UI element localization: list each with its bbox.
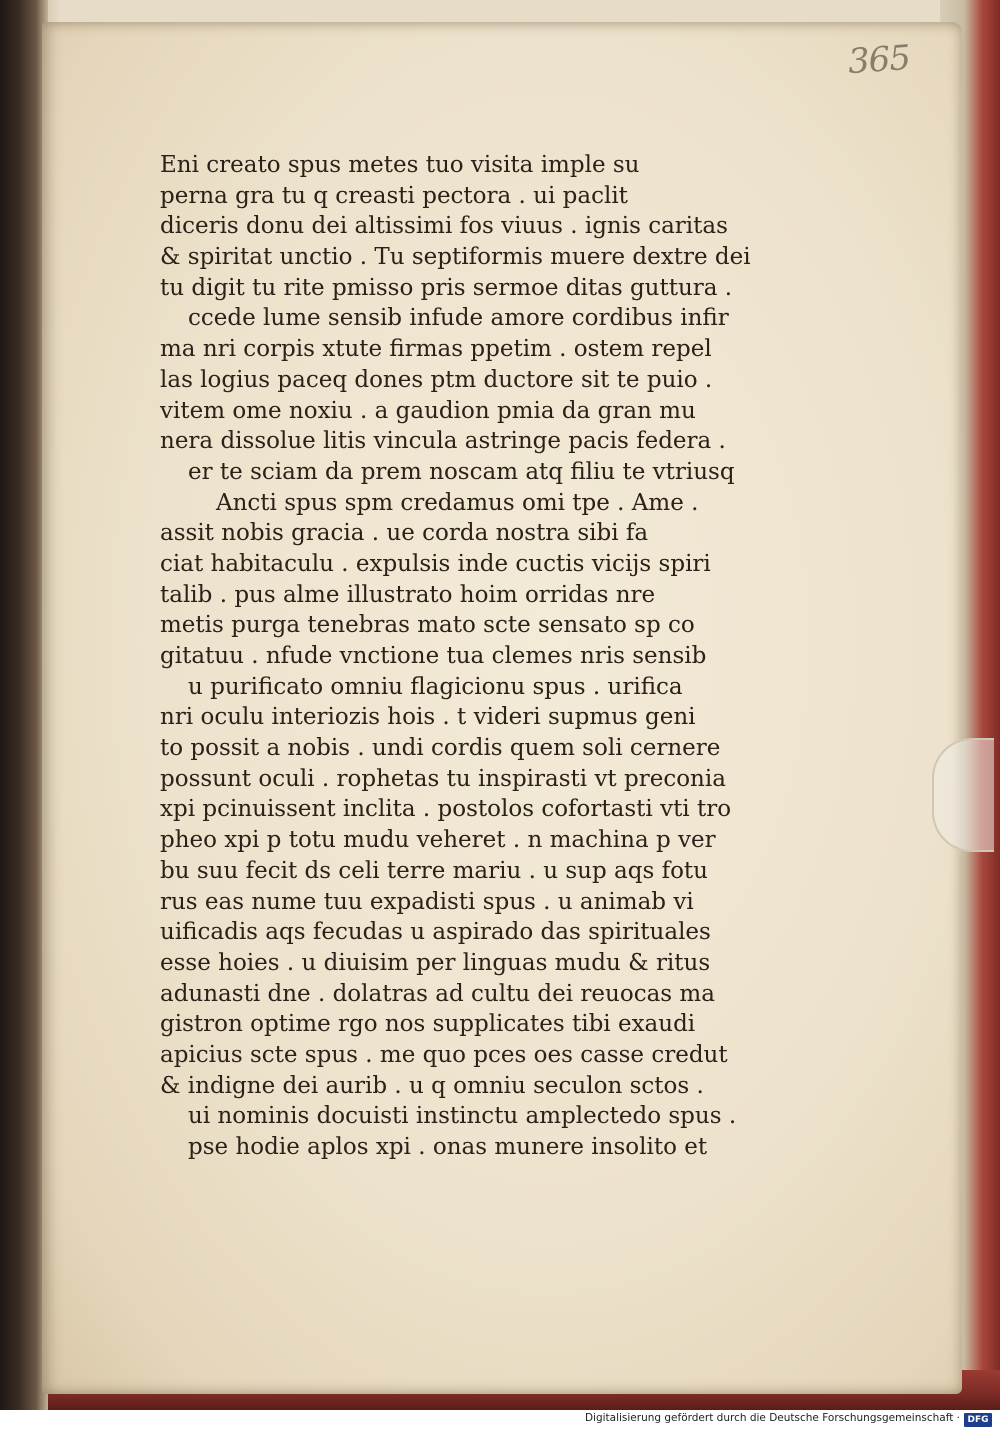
text-line: er te sciam da prem noscam atq filiu te vtriusq bbox=[188, 458, 735, 485]
text-line: ciat habitaculu . expulsis inde cuctis vicijs spiri bbox=[160, 550, 711, 577]
text-line: to possit a nobis . undi cordis quem soli cernere bbox=[160, 735, 721, 762]
text-line: ccede lume sensib infude amore cordibus infir bbox=[188, 305, 729, 332]
text-line: uificadis aqs fecudas u aspirado das spirituales bbox=[160, 919, 711, 946]
text-line: apicius scte spus . me quo pces oes casse credut bbox=[160, 1041, 728, 1068]
text-line: gistron optime rgo nos supplicates tibi exaudi bbox=[160, 1011, 696, 1038]
text-line: & spiritat unctio . Tu septiformis muere dextre dei bbox=[160, 244, 751, 271]
text-line: metis purga tenebras mato scte sensato sp co bbox=[160, 612, 695, 639]
text-line: & indigne dei aurib . u q omniu seculon sctos . bbox=[160, 1072, 704, 1099]
text-line: ma nri corpis xtute firmas ppetim . ostem repel bbox=[160, 336, 712, 363]
text-line: diceris donu dei altissimi fos viuus . ignis caritas bbox=[160, 213, 728, 240]
text-line: assit nobis gracia . ue corda nostra sibi fa bbox=[160, 520, 649, 547]
text-line: ui nominis docuisti instinctu amplectedo spus . bbox=[188, 1103, 737, 1130]
book-spine-edge bbox=[0, 0, 48, 1410]
footer-credit: Digitalisierung gefördert durch die Deutsche Forschungsgemeinschaft · bbox=[584, 1412, 960, 1424]
text-line: perna gra tu q creasti pectora . ui paclit bbox=[160, 182, 628, 209]
printed-text-block bbox=[160, 150, 780, 1163]
folio-number: 365 bbox=[846, 37, 912, 83]
text-line: possunt oculi . rophetas tu inspirasti vt preconia bbox=[160, 765, 726, 792]
text-line: talib . pus alme illustrato hoim orridas nre bbox=[160, 581, 656, 608]
page-clip bbox=[932, 738, 994, 852]
text-line: pheo xpi p totu mudu veheret . n machina p ver bbox=[160, 827, 716, 854]
text-line: vitem ome noxiu . a gaudion pmia da gran mu bbox=[160, 397, 696, 424]
footer-bar bbox=[0, 1410, 1000, 1432]
text-line: pse hodie aplos xpi . onas munere insolito et bbox=[188, 1134, 708, 1160]
text-line: esse hoies . u diuisim per linguas mudu & ritus bbox=[160, 949, 711, 976]
dfg-logo: DFG bbox=[964, 1413, 992, 1427]
text-line: las logius paceq dones ptm ductore sit te puio . bbox=[160, 366, 713, 393]
text-line: u purificato omniu flagicionu spus . urifica bbox=[188, 673, 683, 700]
text-line: nri oculu interiozis hois . t videri supmus geni bbox=[160, 704, 696, 731]
text-line: rus eas nume tuu expadisti spus . u animab vi bbox=[160, 888, 694, 915]
text-line: Eni creato spus metes tuo visita imple su bbox=[160, 152, 640, 178]
text-line: nera dissolue litis vincula astringe pacis federa . bbox=[160, 428, 726, 455]
text-line: Ancti spus spm credamus omi tpe . Ame . bbox=[216, 489, 699, 516]
text-line: tu digit tu rite pmisso pris sermoe ditas guttura . bbox=[160, 274, 733, 301]
text-line: gitatuu . nfude vnctione tua clemes nris sensib bbox=[160, 643, 707, 669]
text-line: xpi pcinuissent inclita . postolos cofortasti vti tro bbox=[160, 796, 732, 823]
text-line: bu suu fecit ds celi terre mariu . u sup aqs fotu bbox=[160, 857, 708, 884]
text-line: adunasti dne . dolatras ad cultu dei reuocas ma bbox=[160, 980, 715, 1007]
